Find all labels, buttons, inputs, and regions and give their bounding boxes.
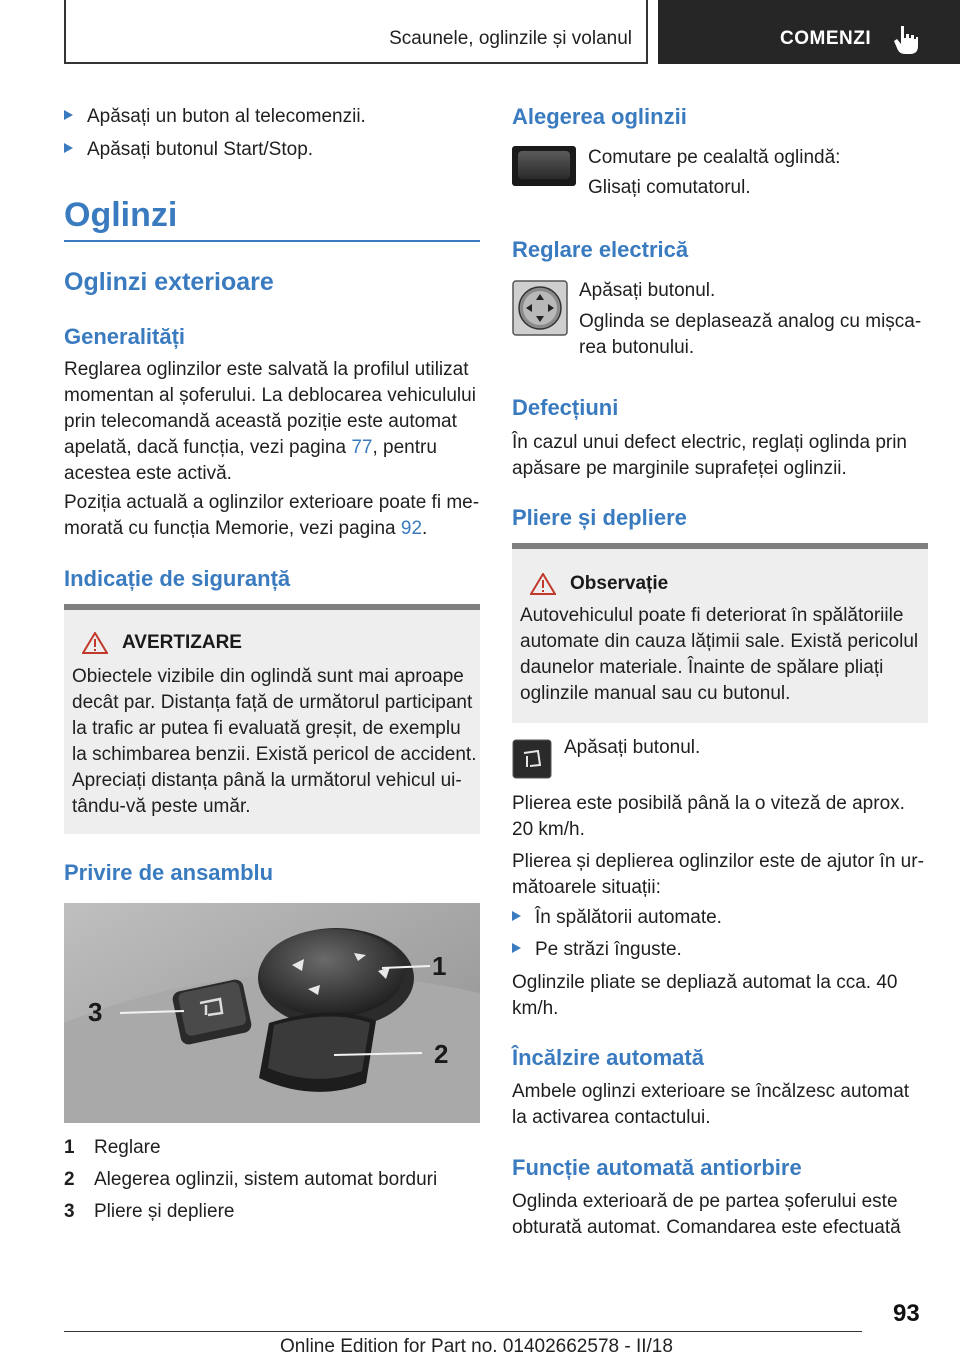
chapter-tab-label: COMENZI bbox=[780, 28, 872, 49]
subsection-heading: Pliere și depliere bbox=[512, 505, 687, 530]
paragraph: Poziția actuală a oglinzilor exterioare poate fi memorată cu funcția Memorie, vezi pagina 92. bbox=[64, 492, 480, 539]
paragraph: În cazul unui defect electric, reglați oglinda prin apăsare pe marginile suprafeței oglinzii. bbox=[512, 432, 908, 479]
mirror-controls-photo bbox=[64, 903, 480, 1123]
bullet-triangle-icon bbox=[512, 943, 521, 953]
subsection-heading: Generalități bbox=[64, 324, 186, 349]
legend-item: 3 Pliere și depliere bbox=[64, 1201, 235, 1222]
paragraph: Apăsați butonul. bbox=[564, 737, 701, 758]
paragraph: Glisați comutatorul. bbox=[588, 177, 751, 198]
page-title: Oglinzi bbox=[64, 196, 178, 234]
list-item: Apăsați butonul Start/Stop. bbox=[64, 137, 313, 163]
chapter-tab[interactable] bbox=[658, 0, 960, 64]
note-title: Observație bbox=[530, 573, 920, 595]
paragraph: Reglarea oglinzilor este salvată la profilul utilizat momentan al șoferului. La deblocarea vehiculului prin telecomandă această poziție este automat apelată, dacă funcția, vezi pagina 77, pentru acestea este activă. bbox=[64, 359, 476, 484]
mirror-fold-button-icon bbox=[512, 739, 552, 779]
page-number: 93 bbox=[893, 1300, 920, 1327]
list-item: În spălătorii automate. bbox=[512, 905, 722, 931]
warning-triangle-icon bbox=[530, 573, 556, 595]
paragraph: Plierea și deplierea oglinzilor este de ajutor în următoarele situații: bbox=[512, 851, 924, 898]
subsection-heading: Reglare electrică bbox=[512, 237, 689, 262]
page-link-77[interactable]: 77 bbox=[351, 437, 373, 458]
callout-1: 1 bbox=[432, 951, 447, 981]
paragraph: Comutare pe cealaltă oglindă: bbox=[588, 147, 841, 168]
subsection-heading: Alegerea oglinzii bbox=[512, 104, 687, 129]
edition-footer: Online Edition for Part no. 01402662578 - II/18 bbox=[280, 1336, 673, 1357]
legend-item: 1 Reglare bbox=[64, 1137, 161, 1158]
legend-list bbox=[64, 1135, 480, 1231]
page-link-92[interactable]: 92 bbox=[400, 518, 423, 539]
bullet-triangle-icon bbox=[64, 143, 73, 153]
bullet-triangle-icon bbox=[64, 110, 73, 120]
footer-rule bbox=[64, 1331, 862, 1332]
paragraph: Apăsați butonul. bbox=[579, 280, 716, 301]
list-item: Pe străzi înguste. bbox=[512, 937, 682, 963]
subsection-heading: Indicație de siguranță bbox=[64, 566, 291, 591]
subsection-heading: Încălzire automată bbox=[512, 1045, 704, 1070]
callout-2: 2 bbox=[434, 1039, 449, 1069]
subsection-heading: Privire de ansamblu bbox=[64, 860, 274, 885]
section-title: Scaunele, oglinzile și volanul bbox=[389, 28, 632, 49]
bullet-triangle-icon bbox=[512, 911, 521, 921]
section-heading: Oglinzi exterioare bbox=[64, 268, 274, 296]
legend-item: 2 Alegerea oglinzii, sistem automat borduri bbox=[64, 1169, 438, 1190]
subsection-heading: Funcție automată antiorbire bbox=[512, 1155, 802, 1180]
paragraph: Oglinda se deplasează analog cu mișcarea butonului. bbox=[579, 311, 922, 358]
mirror-select-switch-icon bbox=[512, 146, 576, 186]
header-frame bbox=[64, 0, 648, 64]
subsection-heading: Defecțiuni bbox=[512, 395, 619, 420]
paragraph: Plierea este posibilă până la o viteză de aprox. 20 km/h. bbox=[512, 793, 905, 840]
paragraph: Oglinzile pliate se depliază automat la cca. 40 km/h. bbox=[512, 972, 898, 1019]
note-box bbox=[512, 543, 928, 723]
list-item: Apăsați un buton al telecomenzii. bbox=[64, 104, 366, 130]
note-text: Autovehiculul poate fi deteriorat în spălătoriile automate din cauza lățimii sale. Există pericolul daunelor materiale. Înainte de spălare pliați oglinzile manual sau cu butonul. bbox=[520, 605, 919, 704]
title-rule bbox=[64, 240, 480, 242]
warning-triangle-icon bbox=[82, 632, 108, 654]
warning-text: Obiectele vizibile din oglindă sunt mai aproape decât par. Distanța față de următorul participant la trafic ar putea fi evaluată greșit, de exemplu la schimbarea benzii. Există pericol de accident. Apreciați distanța până la următorul vehicul uitându-vă peste umăr. bbox=[72, 666, 477, 817]
paragraph: Oglinda exterioară de pe partea șoferului este obturată automat. Comandarea este efectuată bbox=[512, 1191, 901, 1238]
callout-3: 3 bbox=[88, 997, 103, 1027]
warning-box bbox=[64, 604, 480, 834]
paragraph: Ambele oglinzi exterioare se încălzesc automat la activarea contactului. bbox=[512, 1081, 910, 1128]
warning-title: AVERTIZARE bbox=[82, 632, 472, 654]
mirror-adjust-button-icon bbox=[512, 280, 568, 336]
pointing-hand-icon bbox=[893, 24, 919, 56]
